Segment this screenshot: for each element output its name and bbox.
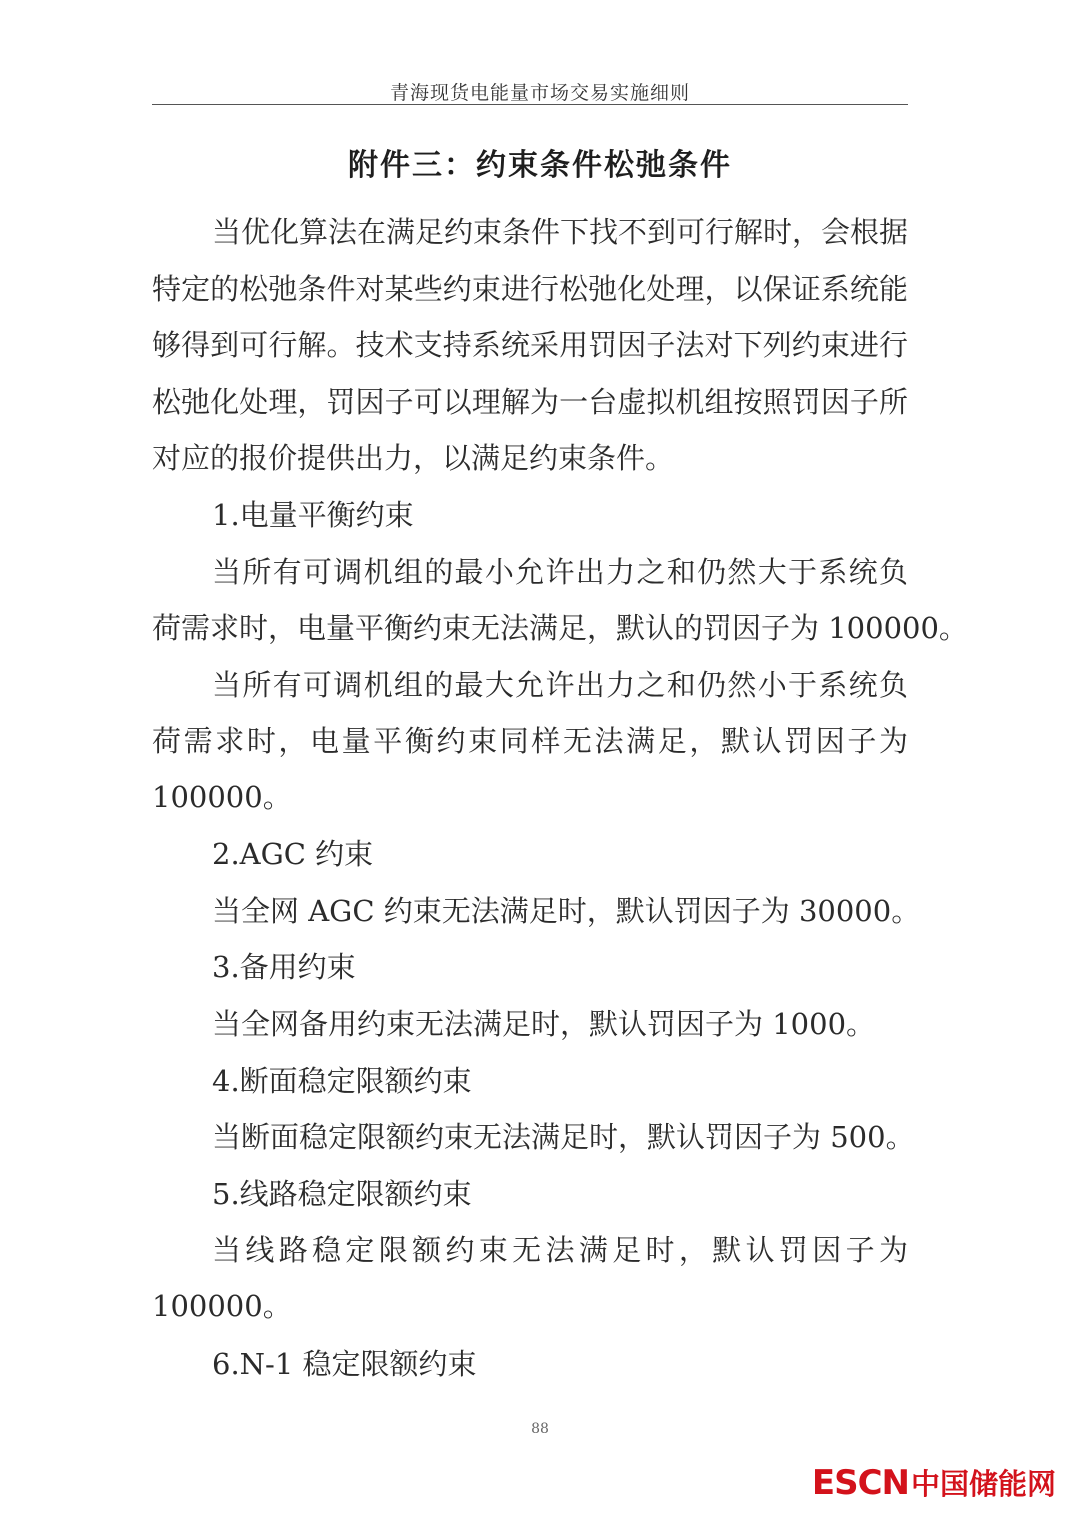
- section-line: 荷需求时，电量平衡约束无法满足，默认的罚因子为 100000。: [152, 611, 968, 645]
- section-line: 当断面稳定限额约束无法满足时，默认罚因子为 500。: [212, 1120, 915, 1154]
- intro-line: 特定的松弛条件对某些约束进行松弛化处理，以保证系统能: [152, 272, 908, 306]
- section-heading: 3.备用约束: [212, 950, 356, 984]
- intro-line: 当优化算法在满足约束条件下找不到可行解时，会根据: [212, 215, 909, 249]
- section-line: 当所有可调机组的最小允许出力之和仍然大于系统负: [212, 555, 908, 589]
- watermark-latin: ESCN: [811, 1463, 909, 1503]
- section-line: 当全网 AGC 约束无法满足时，默认罚因子为 30000。: [212, 894, 921, 928]
- section-line: 当所有可调机组的最大允许出力之和仍然小于系统负: [212, 668, 908, 702]
- page-title: 附件三：约束条件松弛条件: [348, 148, 732, 183]
- intro-line: 够得到可行解。技术支持系统采用罚因子法对下列约束进行: [152, 328, 908, 362]
- watermark-logo: [812, 1462, 1056, 1503]
- section-line: 荷需求时，电量平衡约束同样无法满足，默认罚因子为: [152, 724, 908, 758]
- section-heading: 2.AGC 约束: [212, 837, 374, 871]
- header-rule: [152, 104, 908, 105]
- section-heading: 1.电量平衡约束: [212, 498, 414, 532]
- section-heading: 5.线路稳定限额约束: [212, 1177, 472, 1211]
- section-line: 100000。: [152, 780, 292, 814]
- section-line: 100000。: [152, 1289, 292, 1323]
- intro-line: 松弛化处理，罚因子可以理解为一台虚拟机组按照罚因子所: [152, 385, 908, 419]
- section-line: 当线路稳定限额约束无法满足时，默认罚因子为: [212, 1233, 908, 1267]
- watermark-cjk: 中国储能网: [910, 1467, 1056, 1501]
- section-line: 当全网备用约束无法满足时，默认罚因子为 1000。: [212, 1007, 876, 1041]
- section-heading: 4.断面稳定限额约束: [212, 1064, 472, 1098]
- page-number: 88: [531, 1421, 549, 1437]
- intro-line: 对应的报价提供出力，以满足约束条件。: [152, 441, 675, 475]
- section-heading: 6.N-1 稳定限额约束: [212, 1347, 477, 1381]
- running-header: 青海现货电能量市场交易实施细则: [389, 82, 690, 104]
